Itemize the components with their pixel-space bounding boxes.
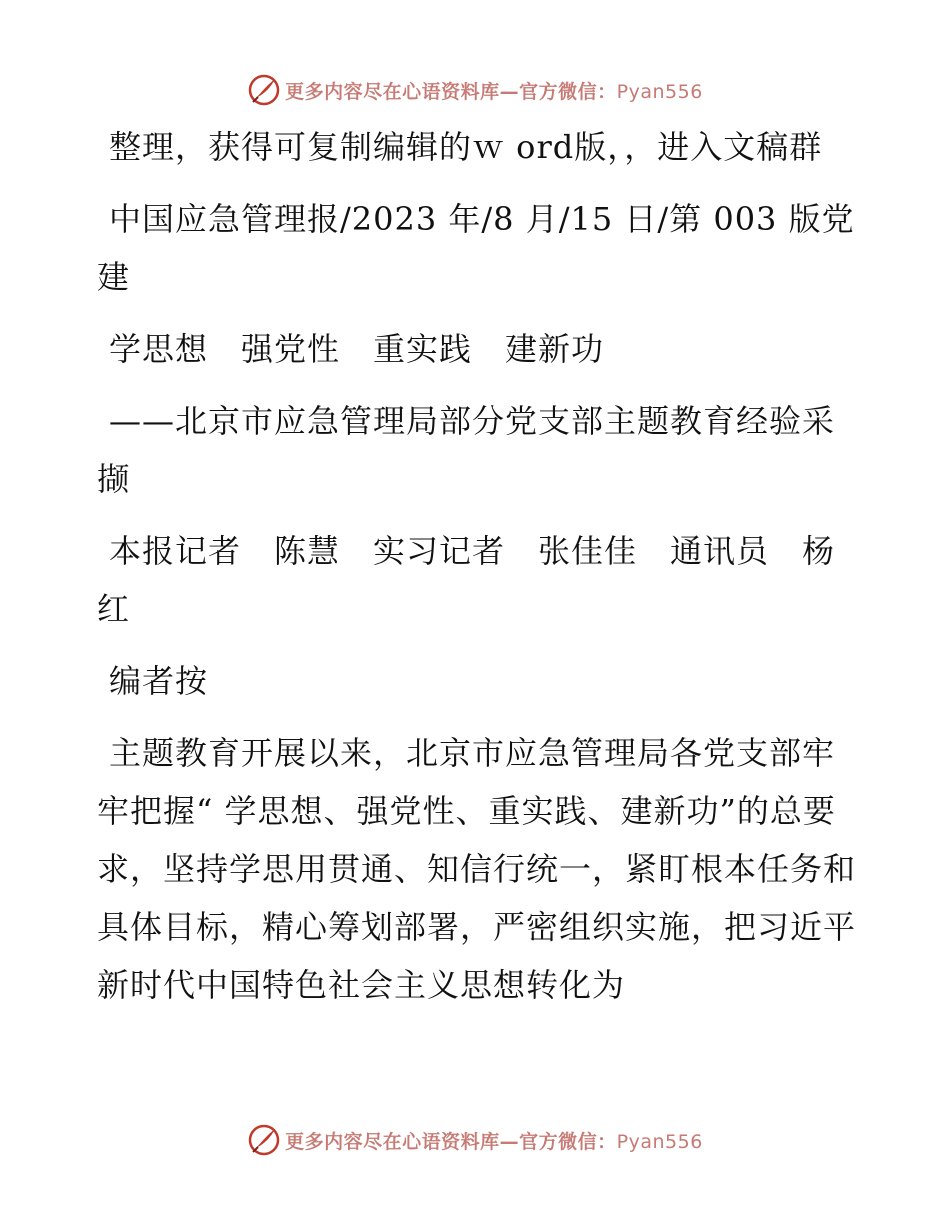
editor-note-heading: 编者按: [109, 662, 209, 700]
quill-logo-icon: [247, 1123, 281, 1157]
watermark-wechat-id: Pyan556: [616, 1130, 703, 1153]
document-body: [97, 118, 857, 1028]
article-title: 学思想 强党性 重实践 建新功: [109, 330, 605, 368]
header-watermark: [0, 72, 950, 108]
paragraph-source: 中国应急管理报/2023 年/8 月/15 日/第 003 版党建: [97, 200, 855, 296]
paragraph-intro: 整理，获得可复制编辑的ｗ ord版，，进入文稿群: [109, 128, 823, 166]
watermark-text: 更多内容尽在心语资料库—官方微信：: [285, 80, 617, 103]
editor-note-body: 主题教育开展以来，北京市应急管理局各党支部牢牢把握“ 学思想、强党性、重实践、建新功”的总要求，坚持学思用贯通、知信行统一，紧盯根本任务和具体目标，精心筹划部署，严密组织实施，把习近平新时代中国特色社会主义思想转化为: [97, 734, 857, 1004]
watermark-wechat-id: Pyan556: [616, 80, 703, 103]
quill-logo-icon: [247, 73, 281, 107]
article-byline: 本报记者 陈慧 实习记者 张佳佳 通讯员 杨红: [97, 532, 836, 628]
watermark-text: 更多内容尽在心语资料库—官方微信：: [285, 1130, 617, 1153]
article-subtitle: ——北京市应急管理局部分党支部主题教育经验采撷: [97, 402, 836, 498]
footer-watermark: [0, 1122, 950, 1158]
